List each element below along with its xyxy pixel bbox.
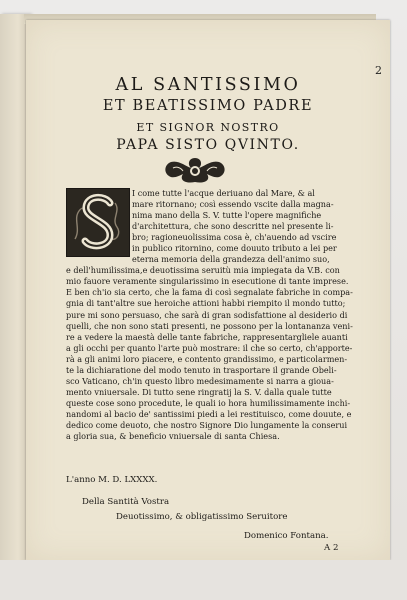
- body-line: gnia di tant'altre sue heroiche attioni habbi riempito il mondo tutto;: [66, 298, 346, 309]
- body-line: rà a gli animi loro piacere, e contento grandissimo, e particolarmen-: [66, 353, 348, 364]
- dedication-title-line-4: PAPA SISTO QVINTO.: [116, 137, 300, 153]
- addressee-line: Della Santità Vostra: [82, 497, 170, 507]
- body-line: sco Vaticano, ch'in questo libro medesimamente si narra a gioua-: [66, 375, 334, 386]
- body-line: E ben ch'io sia certo, che la fama di così segnalate fabriche in compa-: [66, 287, 353, 298]
- signature-mark: A 2: [324, 543, 339, 553]
- body-line: mento vniuersale. Di tutto sene ringratij la S. V. dalla quale tutte: [66, 386, 332, 397]
- body-line: nandomi al bacio de' santissimi piedi a lei restituisco, come douute, e: [66, 408, 352, 419]
- book-page: [26, 20, 390, 560]
- body-line: dedico come deuoto, che nostro Signore Dio lungamente la conserui: [66, 419, 348, 430]
- dedication-title-line-1: AL SANTISSIMO: [115, 75, 301, 95]
- body-line: re a vedere la maestà delle tante fabriche, rappresentargliele auanti: [66, 331, 348, 342]
- body-line: I come tutte l'acque deriuano dal Mare, & al: [132, 188, 315, 198]
- body-line: e dell'humilissima,e deuotissima seruitù mia impiegata da V.B. con: [66, 265, 340, 276]
- body-line: queste cose sono procedute, le quali io hora humilissimamente inchi-: [66, 397, 351, 408]
- page-number: 2: [375, 64, 382, 77]
- dedication-title-line-2: ET BEATISSIMO PADRE: [102, 98, 314, 114]
- body-line: te la dichiaratione del modo tenuto in trasportare il grande Obeli-: [66, 364, 337, 375]
- body-line: mio fauore veramente singularissimo in esecutione di tante imprese.: [66, 276, 349, 287]
- dedication-body-text: [66, 188, 390, 442]
- woodcut-headpiece-ornament-icon: [161, 154, 229, 186]
- body-line: quelli, che non sono stati presenti, ne possono per la lontananza veni-: [66, 320, 353, 331]
- body-line: mare ritornano; così essendo vscite dalla magna-: [132, 199, 334, 210]
- body-line: bro; ragioneuolissima cosa è, ch'auendo ad vscire: [132, 232, 337, 243]
- dedication-title-line-3: ET SIGNOR NOSTRO: [136, 121, 280, 134]
- body-line: in publico ritornino, come douuto tributo a lei per: [132, 243, 337, 254]
- body-line: pure mi sono persuaso, che sarà di gran sodisfattione al desiderio di: [66, 309, 348, 320]
- body-line: d'architettura, che sono descritte nel presente li-: [132, 221, 334, 232]
- body-line: a gloria sua, & beneficio vniuersale di santa Chiesa.: [66, 431, 280, 442]
- body-line: eterna memoria della grandezza dell'animo suo,: [132, 254, 330, 265]
- complimentary-close: Deuotissimo, & obligatissimo Seruitore: [116, 512, 288, 522]
- body-line: nima mano della S. V. tutte l'opere magnifiche: [132, 210, 322, 221]
- body-line: a gli occhi per quanto l'arte può mostrare: il che so certo, ch'apporte-: [66, 342, 353, 353]
- date-line: L'anno M. D. LXXXX.: [66, 475, 158, 485]
- signature: Domenico Fontana.: [244, 531, 329, 541]
- table-surface: [0, 560, 407, 600]
